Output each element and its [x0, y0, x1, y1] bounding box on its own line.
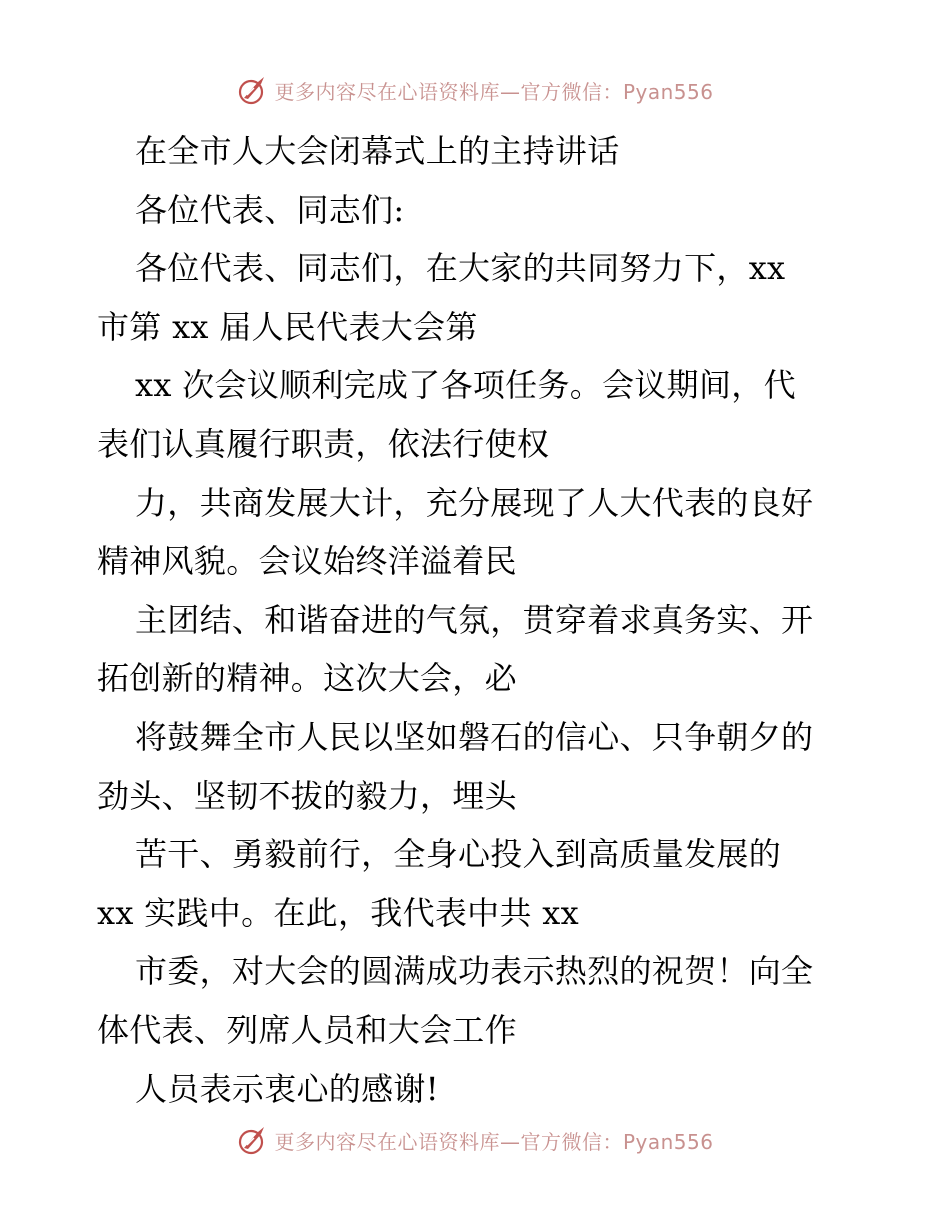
document-line: 劲头、坚韧不拔的毅力，埋头: [97, 776, 517, 815]
quill-pen-logo-icon: [236, 1123, 270, 1157]
document-line: xx 次会议顺利完成了各项任务。会议期间，代: [135, 366, 796, 405]
document-line: 在全市人大会闭幕式上的主持讲话: [135, 132, 620, 170]
document-line: 各位代表、同志们:: [135, 190, 405, 229]
header-banner: [0, 70, 950, 110]
document-line: 主团结、和谐奋进的气氛，贯穿着求真务实、开: [135, 600, 814, 639]
document-line: xx 实践中。在此，我代表中共 xx: [97, 893, 579, 932]
header-banner-text: 更多内容尽在心语资料库—官方微信：Pyan556: [274, 79, 714, 104]
quill-pen-logo-icon: [236, 73, 270, 107]
document-line: 拓创新的精神。这次大会，必: [97, 659, 517, 698]
document-line: 各位代表、同志们，在大家的共同努力下，xx: [135, 249, 786, 288]
document-line: 市第 xx 届人民代表大会第: [97, 307, 478, 346]
document-line: 市委，对大会的圆满成功表示热烈的祝贺！向全: [135, 952, 814, 991]
document-line: 人员表示衷心的感谢!: [135, 1069, 439, 1108]
document-line: 精神风貌。会议始终洋溢着民: [97, 542, 517, 581]
document-line: 苦干、勇毅前行，全身心投入到高质量发展的: [135, 835, 782, 874]
document-line: 力，共商发展大计，充分展现了人大代表的良好: [135, 483, 814, 522]
footer-banner-text: 更多内容尽在心语资料库—官方微信：Pyan556: [274, 1129, 714, 1154]
document-body: [97, 122, 857, 1118]
document-line: 将鼓舞全市人民以坚如磐石的信心、只争朝夕的: [135, 717, 814, 756]
footer-banner: [0, 1120, 950, 1160]
document-line: 表们认真履行职责，依法行使权: [97, 424, 550, 463]
document-line: 体代表、列席人员和大会工作: [97, 1010, 517, 1049]
